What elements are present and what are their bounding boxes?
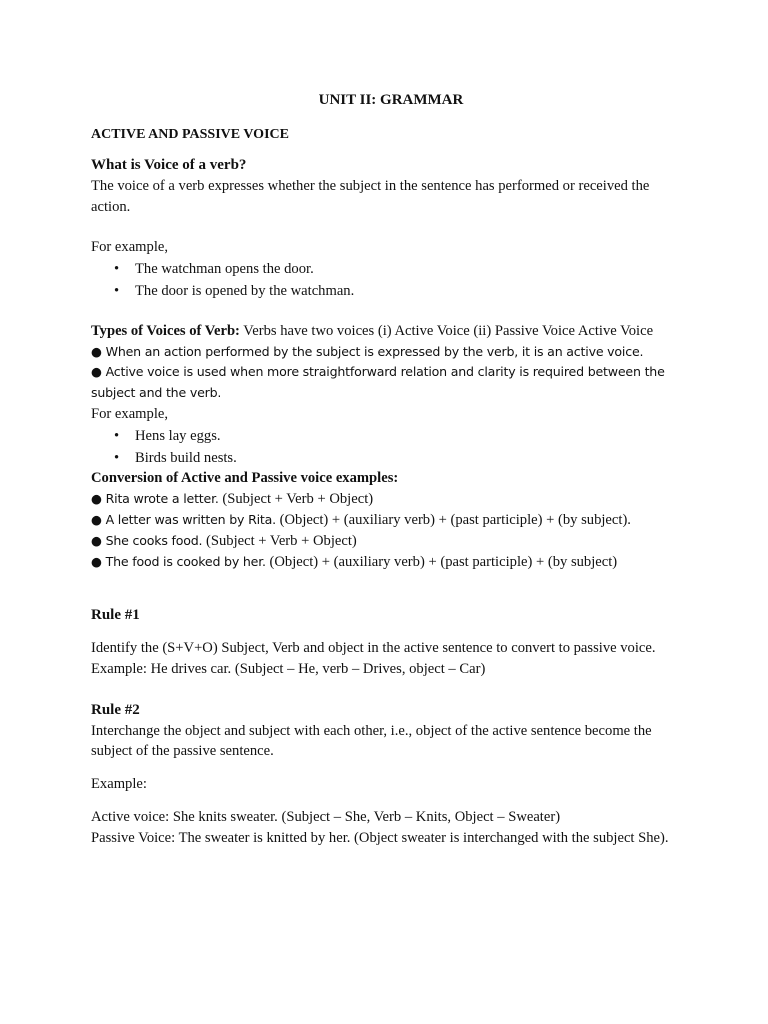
list-item	[91, 426, 691, 447]
rule-1-example: Example: He drives car. (Subject – He, verb – Drives, object – Car)	[91, 660, 486, 677]
rule-2-text: Interchange the object and subject with each other, i.e., object of the active sentence become the subject of the passive sentence.	[91, 722, 652, 760]
list-item	[91, 259, 691, 280]
conversion-sentence: ● The food is cooked by her.	[91, 553, 266, 569]
active-voice-point: ● When an action performed by the subject is expressed by the verb, it is an active voice.	[91, 343, 644, 359]
rule-2-passive-example: Passive Voice: The sweater is knitted by her. (Object sweater is interchanged with the subject She).	[91, 829, 669, 846]
conversion-sentence: ● Rita wrote a letter.	[91, 491, 219, 507]
conversion-line	[91, 552, 691, 573]
active-voice-point: ● Active voice is used when more straightforward relation and clarity is required between the subject and the verb.	[91, 364, 665, 401]
bullet-icon: •	[114, 449, 120, 466]
example-list	[91, 426, 691, 469]
example-label: For example,	[91, 405, 169, 422]
rule-2-active-example: Active voice: She knits sweater. (Subject – She, Verb – Knits, Object – Sweater)	[91, 808, 561, 825]
conversion-line	[91, 510, 691, 531]
list-item-text: Birds build nests.	[135, 449, 237, 466]
list-item	[91, 281, 691, 302]
conversion-line	[91, 531, 691, 552]
conversion-formula: (Object) + (auxiliary verb) + (past participle) + (by subject)	[265, 553, 618, 570]
page-title: UNIT II: GRAMMAR	[318, 92, 464, 108]
types-of-voices-paragraph	[91, 321, 691, 342]
rule-2-example-label: Example:	[91, 776, 147, 793]
conversion-formula: (Subject + Verb + Object)	[202, 532, 357, 549]
example-list	[91, 259, 691, 302]
conversion-line	[91, 489, 691, 510]
bullet-icon: •	[114, 282, 120, 299]
conversion-formula: (Subject + Verb + Object)	[218, 491, 374, 508]
list-item	[91, 448, 691, 469]
list-item-text: The door is opened by the watchman.	[135, 282, 355, 299]
types-text: Verbs have two voices (i) Active Voice (ii) Passive Voice Active Voice	[239, 322, 654, 339]
list-item-text: The watchman opens the door.	[135, 261, 314, 278]
example-label: For example,	[91, 239, 169, 256]
conversion-formula: (Object) + (auxiliary verb) + (past participle) + (by subject).	[276, 511, 631, 528]
bullet-icon: •	[114, 427, 120, 444]
document-page	[91, 90, 691, 849]
conversion-heading: Conversion of Active and Passive voice examples:	[91, 470, 399, 487]
section-heading: ACTIVE AND PASSIVE VOICE	[91, 127, 289, 142]
types-heading: Types of Voices of Verb:	[91, 322, 240, 339]
what-is-voice-text: The voice of a verb expresses whether the subject in the sentence has performed or received the action.	[91, 177, 650, 215]
what-is-voice-heading: What is Voice of a verb?	[91, 157, 247, 173]
list-item-text: Hens lay eggs.	[135, 427, 221, 444]
rule-1-text: Identify the (S+V+O) Subject, Verb and object in the active sentence to convert to passive voice.	[91, 640, 656, 657]
rule-2-heading: Rule #2	[91, 701, 140, 718]
bullet-icon: •	[114, 261, 120, 278]
conversion-sentence: ● A letter was written by Rita.	[91, 511, 276, 527]
conversion-sentence: ● She cooks food.	[91, 532, 203, 548]
rule-1-heading: Rule #1	[91, 607, 140, 624]
